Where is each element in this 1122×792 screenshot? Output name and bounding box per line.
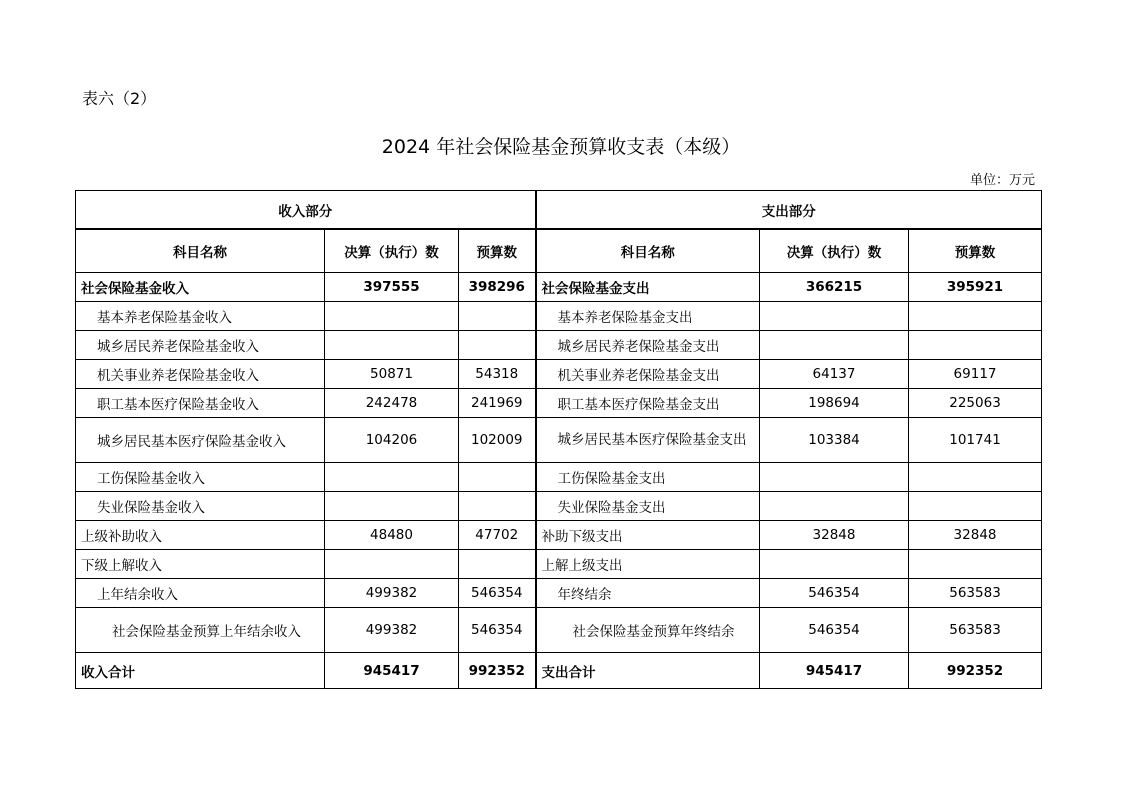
income-actual-value: 48480 — [325, 521, 459, 550]
income-item-name: 职工基本医疗保险基金收入 — [76, 389, 325, 418]
income-budget-value: 47702 — [459, 521, 536, 550]
expense-budget-value: 225063 — [909, 389, 1042, 418]
income-section-header: 收入部分 — [76, 191, 536, 230]
income-actual-header: 决算（执行）数 — [325, 229, 459, 273]
expense-actual-value — [760, 550, 909, 579]
income-budget-value — [459, 550, 536, 579]
income-item-name: 工伤保险基金收入 — [76, 463, 325, 492]
expense-actual-value — [760, 331, 909, 360]
expense-actual-value — [760, 463, 909, 492]
expense-budget-value — [909, 492, 1042, 521]
expense-item-name: 补助下级支出 — [536, 521, 760, 550]
table-row — [76, 608, 1042, 653]
income-item-name: 失业保险基金收入 — [76, 492, 325, 521]
income-budget-value: 54318 — [459, 360, 536, 389]
expense-budget-value: 563583 — [909, 579, 1042, 608]
budget-table — [75, 190, 1042, 689]
expense-total-actual: 945417 — [760, 653, 909, 689]
expense-actual-value: 546354 — [760, 579, 909, 608]
income-actual-value: 397555 — [325, 273, 459, 302]
expense-budget-value: 32848 — [909, 521, 1042, 550]
income-item-name: 城乡居民养老保险基金收入 — [76, 331, 325, 360]
income-actual-value — [325, 492, 459, 521]
table-row — [76, 360, 1042, 389]
income-budget-value: 546354 — [459, 579, 536, 608]
expense-budget-header: 预算数 — [909, 229, 1042, 273]
income-item-name: 上年结余收入 — [76, 579, 325, 608]
expense-item-name: 城乡居民养老保险基金支出 — [536, 331, 760, 360]
expense-budget-value: 101741 — [909, 418, 1042, 463]
expense-item-name: 上解上级支出 — [536, 550, 760, 579]
expense-item-name: 年终结余 — [536, 579, 760, 608]
income-actual-value — [325, 331, 459, 360]
income-budget-value — [459, 331, 536, 360]
expense-item-name: 职工基本医疗保险基金支出 — [536, 389, 760, 418]
income-item-name: 社会保险基金收入 — [76, 273, 325, 302]
income-total-budget: 992352 — [459, 653, 536, 689]
expense-actual-value: 64137 — [760, 360, 909, 389]
table-row — [76, 273, 1042, 302]
expense-actual-value: 32848 — [760, 521, 909, 550]
total-row — [76, 653, 1042, 689]
expense-total-label: 支出合计 — [536, 653, 760, 689]
income-actual-value — [325, 463, 459, 492]
expense-total-budget: 992352 — [909, 653, 1042, 689]
expense-budget-value: 563583 — [909, 608, 1042, 653]
expense-item-name: 社会保险基金预算年终结余 — [536, 608, 760, 653]
income-budget-value: 546354 — [459, 608, 536, 653]
income-actual-value — [325, 550, 459, 579]
expense-budget-value — [909, 463, 1042, 492]
unit-label: 单位：万元 — [969, 173, 1035, 188]
income-budget-header: 预算数 — [459, 229, 536, 273]
income-actual-value: 499382 — [325, 579, 459, 608]
table-row — [76, 418, 1042, 463]
table-row — [76, 492, 1042, 521]
expense-actual-value: 198694 — [760, 389, 909, 418]
income-budget-value: 102009 — [459, 418, 536, 463]
income-actual-value: 50871 — [325, 360, 459, 389]
income-item-name: 机关事业养老保险基金收入 — [76, 360, 325, 389]
table-row — [76, 331, 1042, 360]
expense-item-name: 工伤保险基金支出 — [536, 463, 760, 492]
income-budget-value — [459, 492, 536, 521]
expense-actual-value: 366215 — [760, 273, 909, 302]
table-row — [76, 463, 1042, 492]
expense-actual-value — [760, 302, 909, 331]
table-row — [76, 550, 1042, 579]
expense-name-header: 科目名称 — [536, 229, 760, 273]
income-item-name: 社会保险基金预算上年结余收入 — [76, 608, 325, 653]
expense-section-header: 支出部分 — [536, 191, 1042, 230]
expense-item-name: 社会保险基金支出 — [536, 273, 760, 302]
income-budget-value — [459, 302, 536, 331]
table-row — [76, 302, 1042, 331]
expense-budget-value — [909, 302, 1042, 331]
expense-item-name: 基本养老保险基金支出 — [536, 302, 760, 331]
expense-actual-value: 546354 — [760, 608, 909, 653]
expense-budget-value — [909, 550, 1042, 579]
expense-budget-value — [909, 331, 1042, 360]
income-item-name: 城乡居民基本医疗保险基金收入 — [76, 418, 325, 463]
table-label: 表六（2） — [82, 89, 157, 108]
income-budget-value: 398296 — [459, 273, 536, 302]
expense-item-name: 机关事业养老保险基金支出 — [536, 360, 760, 389]
income-item-name: 上级补助收入 — [76, 521, 325, 550]
income-total-actual: 945417 — [325, 653, 459, 689]
expense-actual-value: 103384 — [760, 418, 909, 463]
table-row — [76, 579, 1042, 608]
income-budget-value — [459, 463, 536, 492]
income-name-header: 科目名称 — [76, 229, 325, 273]
income-item-name: 下级上解收入 — [76, 550, 325, 579]
income-actual-value: 499382 — [325, 608, 459, 653]
income-actual-value: 104206 — [325, 418, 459, 463]
expense-actual-value — [760, 492, 909, 521]
income-item-name: 基本养老保险基金收入 — [76, 302, 325, 331]
table-row — [76, 521, 1042, 550]
income-total-label: 收入合计 — [76, 653, 325, 689]
expense-budget-value: 69117 — [909, 360, 1042, 389]
income-budget-value: 241969 — [459, 389, 536, 418]
table-row — [76, 389, 1042, 418]
expense-item-name: 城乡居民基本医疗保险基金支出 — [536, 418, 760, 463]
income-actual-value — [325, 302, 459, 331]
expense-budget-value: 395921 — [909, 273, 1042, 302]
expense-actual-header: 决算（执行）数 — [760, 229, 909, 273]
income-actual-value: 242478 — [325, 389, 459, 418]
column-header-row — [76, 229, 1042, 273]
expense-item-name: 失业保险基金支出 — [536, 492, 760, 521]
page-title: 2024 年社会保险基金预算收支表（本级） — [381, 136, 741, 158]
section-header-row — [76, 191, 1042, 230]
